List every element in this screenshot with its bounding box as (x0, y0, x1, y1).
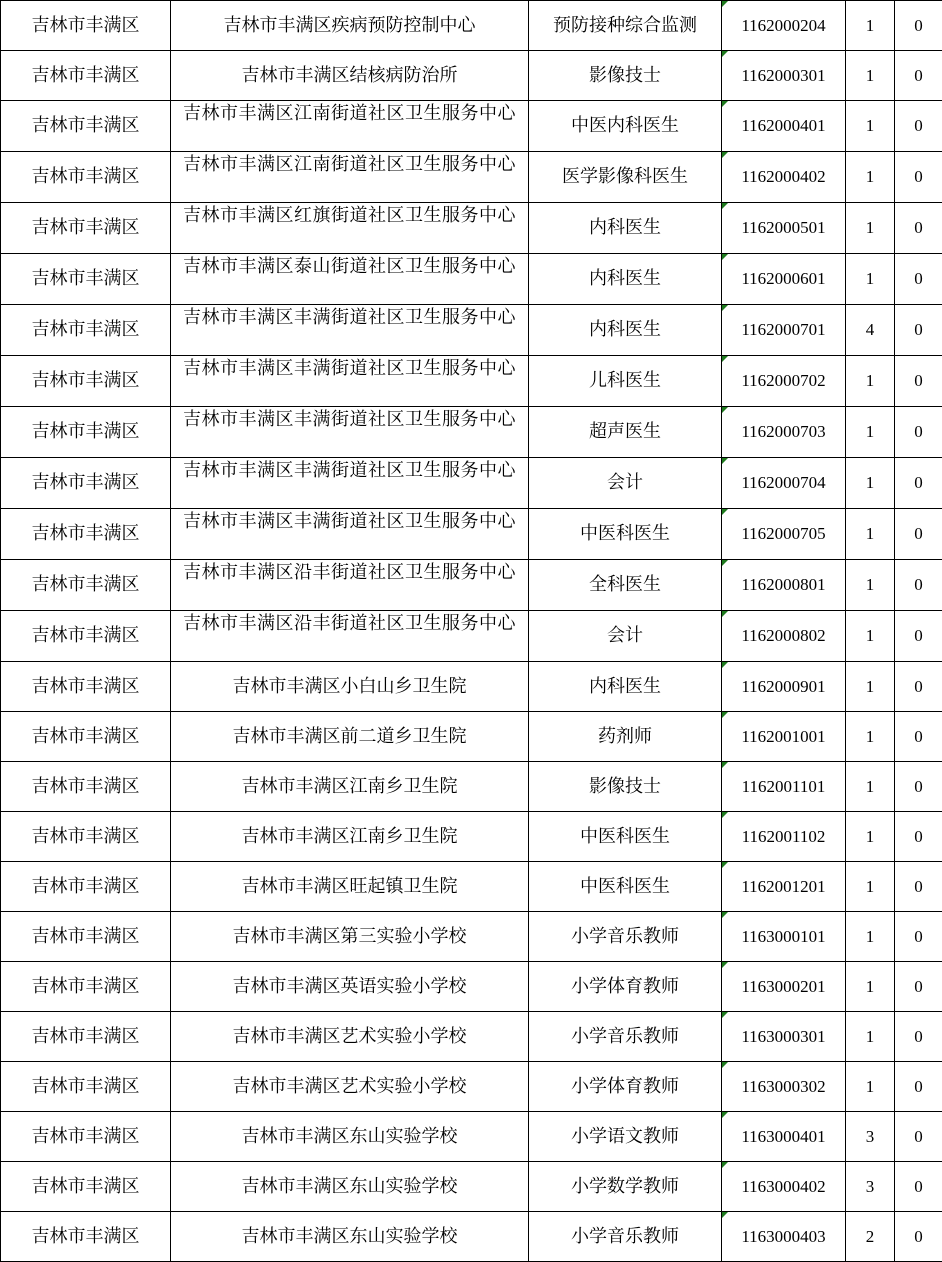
region-cell: 吉林市丰满区 (1, 356, 171, 407)
position-cell: 小学音乐教师 (529, 1212, 722, 1262)
region-cell: 吉林市丰满区 (1, 912, 171, 962)
headcount-cell: 2 (846, 1212, 895, 1262)
region-cell: 吉林市丰满区 (1, 812, 171, 862)
table-row (1, 458, 942, 509)
headcount-cell: 1 (846, 912, 895, 962)
position-cell: 影像技士 (529, 762, 722, 812)
headcount-cell: 1 (846, 152, 895, 203)
organization-cell (171, 407, 529, 458)
region-cell: 吉林市丰满区 (1, 407, 171, 458)
applicant-count-cell: 0 (895, 812, 942, 862)
headcount-cell: 1 (846, 611, 895, 662)
headcount-cell: 1 (846, 1, 895, 51)
organization-cell: 吉林市丰满区疾病预防控制中心 (171, 1, 529, 51)
position-code-cell: 1163000301 (722, 1012, 846, 1062)
region-cell: 吉林市丰满区 (1, 712, 171, 762)
region-cell: 吉林市丰满区 (1, 560, 171, 611)
error-indicator-icon (722, 560, 728, 566)
error-indicator-icon (722, 254, 728, 260)
position-cell: 小学音乐教师 (529, 912, 722, 962)
position-code-cell: 1163000403 (722, 1212, 846, 1262)
position-cell: 会计 (529, 611, 722, 662)
error-indicator-icon (722, 101, 728, 107)
region-cell: 吉林市丰满区 (1, 101, 171, 152)
applicant-count-cell: 0 (895, 509, 942, 560)
applicant-count-cell: 0 (895, 305, 942, 356)
error-indicator-icon (722, 712, 728, 718)
position-cell: 小学语文教师 (529, 1112, 722, 1162)
region-cell: 吉林市丰满区 (1, 662, 171, 712)
organization-cell (171, 560, 529, 611)
position-cell: 中医科医生 (529, 862, 722, 912)
applicant-count-cell: 0 (895, 1012, 942, 1062)
position-cell: 小学音乐教师 (529, 1012, 722, 1062)
position-cell: 小学体育教师 (529, 962, 722, 1012)
headcount-cell: 1 (846, 51, 895, 101)
headcount-cell: 1 (846, 101, 895, 152)
table-row (1, 712, 942, 762)
organization-cell (171, 101, 529, 152)
error-indicator-icon (722, 509, 728, 515)
position-code-cell: 1162000501 (722, 203, 846, 254)
position-cell: 医学影像科医生 (529, 152, 722, 203)
organization-cell (171, 611, 529, 662)
error-indicator-icon (722, 1162, 728, 1168)
applicant-count-cell: 0 (895, 203, 942, 254)
table-row (1, 1, 942, 51)
table-row (1, 1112, 942, 1162)
position-cell: 全科医生 (529, 560, 722, 611)
position-code-cell: 1163000101 (722, 912, 846, 962)
position-cell: 内科医生 (529, 254, 722, 305)
applicant-count-cell: 0 (895, 356, 942, 407)
position-code-cell: 1162000702 (722, 356, 846, 407)
region-cell: 吉林市丰满区 (1, 962, 171, 1012)
headcount-cell: 1 (846, 407, 895, 458)
applicant-count-cell: 0 (895, 862, 942, 912)
position-cell: 中医内科医生 (529, 101, 722, 152)
applicant-count-cell: 0 (895, 101, 942, 152)
error-indicator-icon (722, 1212, 728, 1218)
region-cell: 吉林市丰满区 (1, 51, 171, 101)
applicant-count-cell: 0 (895, 611, 942, 662)
position-code-cell: 1162001102 (722, 812, 846, 862)
table-row (1, 862, 942, 912)
headcount-cell: 1 (846, 862, 895, 912)
error-indicator-icon (722, 356, 728, 362)
headcount-cell: 1 (846, 662, 895, 712)
organization-name: 吉林市丰满区丰满街道社区卫生服务中心 (177, 510, 523, 534)
applicant-count-cell: 0 (895, 407, 942, 458)
organization-cell: 吉林市丰满区英语实验小学校 (171, 962, 529, 1012)
error-indicator-icon (722, 962, 728, 968)
position-code-cell: 1162000401 (722, 101, 846, 152)
table-row (1, 1062, 942, 1112)
organization-name: 吉林市丰满区丰满街道社区卫生服务中心 (177, 357, 523, 381)
organization-cell (171, 356, 529, 407)
table-row (1, 356, 942, 407)
position-cell: 内科医生 (529, 662, 722, 712)
headcount-cell: 1 (846, 560, 895, 611)
region-cell: 吉林市丰满区 (1, 305, 171, 356)
organization-name: 吉林市丰满区丰满街道社区卫生服务中心 (177, 306, 523, 330)
organization-cell: 吉林市丰满区旺起镇卫生院 (171, 862, 529, 912)
table-row (1, 662, 942, 712)
table-row (1, 254, 942, 305)
headcount-cell: 1 (846, 458, 895, 509)
position-code-cell: 1163000302 (722, 1062, 846, 1112)
organization-cell: 吉林市丰满区东山实验学校 (171, 1112, 529, 1162)
error-indicator-icon (722, 203, 728, 209)
applicant-count-cell: 0 (895, 1062, 942, 1112)
region-cell: 吉林市丰满区 (1, 762, 171, 812)
position-cell: 中医科医生 (529, 509, 722, 560)
position-cell: 儿科医生 (529, 356, 722, 407)
table-body (1, 1, 942, 1262)
region-cell: 吉林市丰满区 (1, 1012, 171, 1062)
organization-name: 吉林市丰满区江南街道社区卫生服务中心 (177, 153, 523, 177)
applicant-count-cell: 0 (895, 712, 942, 762)
error-indicator-icon (722, 912, 728, 918)
region-cell: 吉林市丰满区 (1, 203, 171, 254)
applicant-count-cell: 0 (895, 762, 942, 812)
region-cell: 吉林市丰满区 (1, 1, 171, 51)
organization-cell: 吉林市丰满区第三实验小学校 (171, 912, 529, 962)
applicant-count-cell: 0 (895, 962, 942, 1012)
error-indicator-icon (722, 458, 728, 464)
region-cell: 吉林市丰满区 (1, 458, 171, 509)
position-cell: 小学体育教师 (529, 1062, 722, 1112)
region-cell: 吉林市丰满区 (1, 1062, 171, 1112)
position-code-cell: 1162000802 (722, 611, 846, 662)
organization-cell: 吉林市丰满区东山实验学校 (171, 1212, 529, 1262)
organization-cell: 吉林市丰满区前二道乡卫生院 (171, 712, 529, 762)
applicant-count-cell: 0 (895, 912, 942, 962)
error-indicator-icon (722, 305, 728, 311)
organization-cell: 吉林市丰满区小白山乡卫生院 (171, 662, 529, 712)
position-code-cell: 1162000801 (722, 560, 846, 611)
applicant-count-cell: 0 (895, 1212, 942, 1262)
organization-name: 吉林市丰满区泰山街道社区卫生服务中心 (177, 255, 523, 279)
organization-name: 吉林市丰满区丰满街道社区卫生服务中心 (177, 408, 523, 432)
organization-name: 吉林市丰满区沿丰街道社区卫生服务中心 (177, 561, 523, 585)
position-cell: 超声医生 (529, 407, 722, 458)
organization-name: 吉林市丰满区红旗街道社区卫生服务中心 (177, 204, 523, 228)
error-indicator-icon (722, 862, 728, 868)
table-row (1, 611, 942, 662)
organization-cell: 吉林市丰满区艺术实验小学校 (171, 1012, 529, 1062)
position-code-cell: 1162000701 (722, 305, 846, 356)
table-row (1, 1012, 942, 1062)
organization-cell: 吉林市丰满区结核病防治所 (171, 51, 529, 101)
error-indicator-icon (722, 1, 728, 7)
organization-name: 吉林市丰满区沿丰街道社区卫生服务中心 (177, 612, 523, 636)
error-indicator-icon (722, 662, 728, 668)
table-row (1, 51, 942, 101)
region-cell: 吉林市丰满区 (1, 1112, 171, 1162)
table-row (1, 509, 942, 560)
position-code-cell: 1162001101 (722, 762, 846, 812)
table-row (1, 560, 942, 611)
table-row (1, 762, 942, 812)
table-row (1, 305, 942, 356)
organization-cell (171, 458, 529, 509)
headcount-cell: 1 (846, 356, 895, 407)
position-code-cell: 1163000201 (722, 962, 846, 1012)
organization-cell: 吉林市丰满区艺术实验小学校 (171, 1062, 529, 1112)
table-row (1, 101, 942, 152)
region-cell: 吉林市丰满区 (1, 1162, 171, 1212)
error-indicator-icon (722, 407, 728, 413)
applicant-count-cell: 0 (895, 560, 942, 611)
organization-cell: 吉林市丰满区东山实验学校 (171, 1162, 529, 1212)
table-row (1, 812, 942, 862)
error-indicator-icon (722, 812, 728, 818)
region-cell: 吉林市丰满区 (1, 509, 171, 560)
organization-cell (171, 254, 529, 305)
organization-cell (171, 305, 529, 356)
applicant-count-cell: 0 (895, 152, 942, 203)
applicant-count-cell: 0 (895, 662, 942, 712)
applicant-count-cell: 0 (895, 51, 942, 101)
headcount-cell: 1 (846, 712, 895, 762)
position-code-cell: 1162000402 (722, 152, 846, 203)
headcount-cell: 1 (846, 254, 895, 305)
applicant-count-cell: 0 (895, 1162, 942, 1212)
organization-cell (171, 509, 529, 560)
headcount-cell: 1 (846, 812, 895, 862)
headcount-cell: 1 (846, 962, 895, 1012)
position-code-cell: 1163000401 (722, 1112, 846, 1162)
position-cell: 内科医生 (529, 203, 722, 254)
region-cell: 吉林市丰满区 (1, 1212, 171, 1262)
applicant-count-cell: 0 (895, 1112, 942, 1162)
table-row (1, 1212, 942, 1262)
headcount-cell: 1 (846, 509, 895, 560)
error-indicator-icon (722, 1012, 728, 1018)
position-code-cell: 1162000301 (722, 51, 846, 101)
organization-cell: 吉林市丰满区江南乡卫生院 (171, 812, 529, 862)
position-code-cell: 1162000204 (722, 1, 846, 51)
region-cell: 吉林市丰满区 (1, 254, 171, 305)
position-code-cell: 1162001001 (722, 712, 846, 762)
organization-name: 吉林市丰满区丰满街道社区卫生服务中心 (177, 459, 523, 483)
position-code-cell: 1163000402 (722, 1162, 846, 1212)
table-row (1, 1162, 942, 1212)
table-row (1, 152, 942, 203)
region-cell: 吉林市丰满区 (1, 862, 171, 912)
organization-cell: 吉林市丰满区江南乡卫生院 (171, 762, 529, 812)
table-row (1, 962, 942, 1012)
error-indicator-icon (722, 611, 728, 617)
headcount-cell: 1 (846, 1012, 895, 1062)
error-indicator-icon (722, 1062, 728, 1068)
headcount-cell: 3 (846, 1112, 895, 1162)
error-indicator-icon (722, 1112, 728, 1118)
error-indicator-icon (722, 762, 728, 768)
headcount-cell: 1 (846, 203, 895, 254)
position-cell: 影像技士 (529, 51, 722, 101)
headcount-cell: 4 (846, 305, 895, 356)
position-cell: 小学数学教师 (529, 1162, 722, 1212)
headcount-cell: 3 (846, 1162, 895, 1212)
region-cell: 吉林市丰满区 (1, 152, 171, 203)
error-indicator-icon (722, 152, 728, 158)
position-code-cell: 1162000901 (722, 662, 846, 712)
applicant-count-cell: 0 (895, 254, 942, 305)
position-code-cell: 1162000705 (722, 509, 846, 560)
table-row (1, 912, 942, 962)
applicant-count-cell: 0 (895, 458, 942, 509)
headcount-cell: 1 (846, 762, 895, 812)
table-row (1, 407, 942, 458)
position-code-cell: 1162000601 (722, 254, 846, 305)
applicant-count-cell: 0 (895, 1, 942, 51)
position-cell: 会计 (529, 458, 722, 509)
position-code-cell: 1162001201 (722, 862, 846, 912)
headcount-cell: 1 (846, 1062, 895, 1112)
organization-cell (171, 152, 529, 203)
region-cell: 吉林市丰满区 (1, 611, 171, 662)
position-cell: 中医科医生 (529, 812, 722, 862)
table-row (1, 203, 942, 254)
position-cell: 内科医生 (529, 305, 722, 356)
position-code-cell: 1162000704 (722, 458, 846, 509)
position-cell: 药剂师 (529, 712, 722, 762)
organization-name: 吉林市丰满区江南街道社区卫生服务中心 (177, 102, 523, 126)
organization-cell (171, 203, 529, 254)
position-code-cell: 1162000703 (722, 407, 846, 458)
error-indicator-icon (722, 51, 728, 57)
position-cell: 预防接种综合监测 (529, 1, 722, 51)
